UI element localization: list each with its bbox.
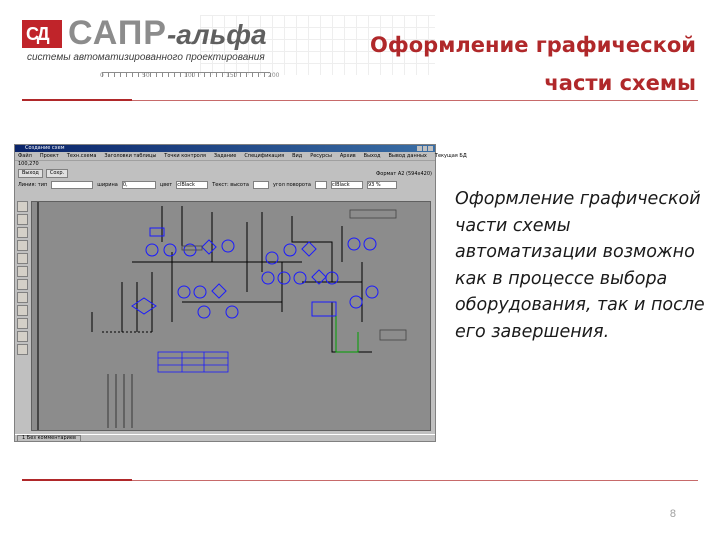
polyline-tool-icon[interactable] — [17, 279, 28, 290]
ruler-label: 0 — [100, 72, 104, 79]
logo-ruler — [100, 72, 280, 85]
format-label: Формат А2 (594х420) — [375, 170, 432, 177]
ruler-tick — [174, 73, 175, 77]
menu-item[interactable]: Ресурсы — [310, 153, 332, 159]
menu-item[interactable]: Файл — [18, 153, 32, 159]
ruler-tick — [258, 73, 259, 77]
ruler-tick — [222, 73, 223, 77]
menu-item[interactable]: Текущая БД — [434, 153, 467, 159]
ruler-tick — [114, 73, 115, 77]
ruler-tick — [198, 73, 199, 77]
text-color-select[interactable]: clBlack — [331, 181, 363, 189]
drawing-toolbox — [17, 201, 27, 355]
logo-name: САПР-альфа — [68, 14, 267, 52]
automation-scheme-drawing — [32, 202, 430, 430]
app-titlebar — [15, 145, 435, 152]
maximize-icon[interactable] — [423, 146, 428, 151]
menu-item[interactable]: Вид — [292, 153, 303, 159]
ruler-tick — [138, 73, 139, 77]
ruler-tick — [162, 73, 163, 77]
ruler-tick — [204, 73, 205, 77]
width-select[interactable]: 0, — [122, 181, 156, 189]
color-label: цвет — [159, 181, 173, 188]
menu-item[interactable]: Задание — [213, 153, 237, 159]
zoom-select[interactable]: 93 % — [367, 181, 397, 189]
footer-divider-accent — [22, 479, 132, 481]
line-tool-icon[interactable] — [17, 266, 28, 277]
ruler-tick — [264, 73, 265, 77]
width-label: ширина — [97, 181, 118, 188]
menu-item[interactable]: Выход — [363, 153, 381, 159]
ruler-label: 200 — [268, 72, 280, 79]
line-type-select[interactable] — [51, 181, 93, 189]
ruler-tick — [246, 73, 247, 77]
ruler-tick — [168, 73, 169, 77]
circle-tool-icon[interactable] — [17, 292, 28, 303]
app-taskbar — [15, 434, 435, 441]
exit-button[interactable]: Выход — [18, 169, 43, 178]
arc-tool-icon[interactable] — [17, 305, 28, 316]
logo-tagline: системы автоматизированного проектирования — [27, 52, 265, 63]
scheme-canvas[interactable] — [31, 201, 431, 431]
ruler-label: 150 — [226, 72, 238, 79]
group-tool-icon[interactable] — [17, 344, 28, 355]
select-tool-icon[interactable] — [17, 201, 28, 212]
menu-item[interactable]: Заголовки таблицы — [104, 153, 157, 159]
line-type-label: Линия: тип — [18, 181, 48, 188]
menu-item[interactable]: Архив — [339, 153, 356, 159]
slide-title: Оформление графической части схемы — [370, 33, 696, 95]
ruler-tick — [216, 73, 217, 77]
connect-tool-icon[interactable] — [17, 227, 28, 238]
close-icon[interactable] — [428, 146, 433, 151]
symbol-tool-icon[interactable] — [17, 253, 28, 264]
app-toolbar — [15, 168, 435, 179]
menu-item[interactable]: Спецификация — [244, 153, 285, 159]
ruler-tick — [240, 73, 241, 77]
text-height-select[interactable] — [253, 181, 269, 189]
ruler-tick — [108, 73, 109, 77]
logo-mark: СД — [22, 20, 62, 48]
page-number: 8 — [669, 508, 676, 520]
ruler-tick — [150, 73, 151, 77]
rotate-select[interactable] — [315, 181, 327, 189]
anchor-tool-icon[interactable] — [17, 318, 28, 329]
app-coordinates: 100,270 — [18, 161, 39, 167]
menu-item[interactable]: Техн.схема — [66, 153, 97, 159]
text-tool-icon[interactable] — [17, 331, 28, 342]
ruler-label: 100 — [184, 72, 196, 79]
logo-suffix: -альфа — [166, 19, 267, 50]
ruler-label: 50 — [142, 72, 150, 79]
ruler-tick — [156, 73, 157, 77]
ruler-tick — [120, 73, 121, 77]
menu-item[interactable]: Проект — [39, 153, 59, 159]
properties-bar — [15, 179, 435, 190]
minimize-icon[interactable] — [417, 146, 422, 151]
menu-item[interactable]: Точки контроля — [164, 153, 206, 159]
header-divider-accent — [22, 99, 132, 101]
rotate-label: угол поворота — [272, 181, 311, 188]
menu-item[interactable]: Вывод данных — [388, 153, 427, 159]
ruler-tick — [210, 73, 211, 77]
text-height-label: Текст: высота — [212, 181, 249, 188]
pointer-tool-icon[interactable] — [17, 214, 28, 225]
window-controls — [417, 146, 433, 151]
application-screenshot — [14, 144, 467, 442]
app-menubar — [15, 152, 467, 161]
ruler-tick — [252, 73, 253, 77]
resize-tool-icon[interactable] — [17, 240, 28, 251]
ruler-tick — [180, 73, 181, 77]
line-color-select[interactable]: clBlack — [176, 181, 208, 189]
ruler-tick — [126, 73, 127, 77]
save-button[interactable]: Сохр. — [46, 169, 68, 178]
ruler-tick — [132, 73, 133, 77]
slide-body-text: Оформление графической части схемы автоматизации возможно как в процессе выбора оборудования, так и после его завершения. — [455, 189, 705, 342]
taskbar-item[interactable]: 1 Без комментариев — [17, 435, 81, 442]
app-window-title: Создание схем — [25, 145, 65, 151]
